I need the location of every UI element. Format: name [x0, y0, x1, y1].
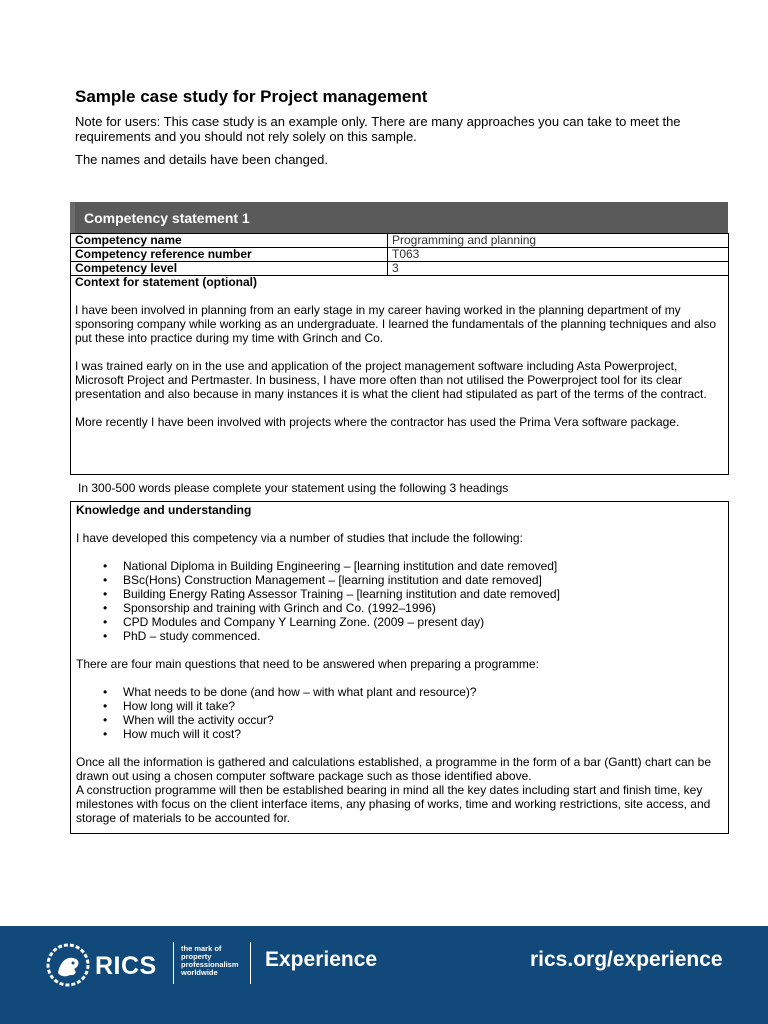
names-note: The names and details have been changed.	[75, 152, 328, 167]
list-item: • When will the activity occur?	[76, 713, 723, 727]
list-item: • BSc(Hons) Construction Management – [learning institution and date removed]	[76, 573, 723, 587]
studies-list	[76, 559, 723, 643]
competency-name-label: Competency name	[71, 234, 388, 248]
competency-statement-heading: Competency statement 1	[84, 210, 250, 226]
closing-paragraph: A construction programme will then be established bearing in mind all the key dates including start and finish time, key milestones with focus on the client interface items, any phasing of works, time and working restrictions, site access, and storage of materials to be accounted for.	[76, 783, 711, 825]
footer-banner	[0, 926, 768, 1024]
competency-reference-label: Competency reference number	[71, 248, 388, 262]
knowledge-heading: Knowledge and understanding	[76, 503, 252, 517]
list-item: • How long will it take?	[76, 699, 723, 713]
table-row	[71, 262, 729, 276]
list-item: • PhD – study commenced.	[76, 629, 723, 643]
competency-reference-value: T063	[388, 248, 729, 262]
context-paragraph: I have been involved in planning from an early stage in my career having worked in the planning department of my sponsoring company while working as an undergraduate. I learned the fundamentals of the planning techniques and also put these into practice during my time with Grinch and Co.	[75, 303, 717, 345]
rics-tagline: the mark of property professionalism worldwide	[181, 944, 239, 977]
knowledge-section	[70, 501, 729, 834]
footer-divider	[250, 942, 251, 984]
users-note: Note for users: This case study is an example only. There are many approaches you can take to meet the requirements and you should not rely solely on this sample.	[75, 114, 681, 144]
list-item: • National Diploma in Building Engineering – [learning institution and date removed]	[76, 559, 723, 573]
rics-lion-logo-icon	[46, 943, 90, 987]
context-heading: Context for statement (optional)	[75, 275, 257, 289]
competency-statement-header	[70, 202, 728, 233]
closing-paragraph: Once all the information is gathered and calculations established, a programme in the form of a bar (Gantt) chart can be drawn out using a chosen computer software package such as those identified above.	[76, 755, 712, 783]
footer-section-title: Experience	[265, 948, 378, 971]
questions-list	[76, 685, 723, 741]
competency-level-label: Competency level	[71, 262, 388, 276]
list-item: • What needs to be done (and how – with what plant and resource)?	[76, 685, 723, 699]
list-item: • Building Energy Rating Assessor Training – [learning institution and date removed]	[76, 587, 723, 601]
footer-url[interactable]: rics.org/experience	[530, 948, 723, 971]
context-section	[70, 275, 729, 475]
context-paragraph: More recently I have been involved with projects where the contractor has used the Prima Vera software package.	[75, 415, 680, 429]
competency-name-value: Programming and planning	[388, 234, 729, 248]
list-item: • CPD Modules and Company Y Learning Zone. (2009 – present day)	[76, 615, 723, 629]
questions-intro: There are four main questions that need to be answered when preparing a programme:	[76, 657, 539, 671]
list-item: • Sponsorship and training with Grinch and Co. (1992–1996)	[76, 601, 723, 615]
page-title: Sample case study for Project management	[75, 87, 428, 106]
knowledge-intro: I have developed this competency via a number of studies that include the following:	[76, 531, 523, 545]
word-count-instruction: In 300-500 words please complete your statement using the following 3 headings	[78, 481, 509, 495]
table-row	[71, 248, 729, 262]
competency-info-table	[70, 233, 729, 276]
table-row	[71, 234, 729, 248]
rics-wordmark: RICS	[95, 952, 157, 980]
context-paragraph: I was trained early on in the use and application of the project management software including Asta Powerproject, Microsoft Project and Pertmaster. In business, I have more often than not utilised the Powerproject tool for its clear presentation and also because in many instances it is what the client had stipulated as part of the terms of the contract.	[75, 359, 707, 401]
competency-level-value: 3	[388, 262, 729, 276]
list-item: • How much will it cost?	[76, 727, 723, 741]
footer-divider	[173, 942, 174, 984]
